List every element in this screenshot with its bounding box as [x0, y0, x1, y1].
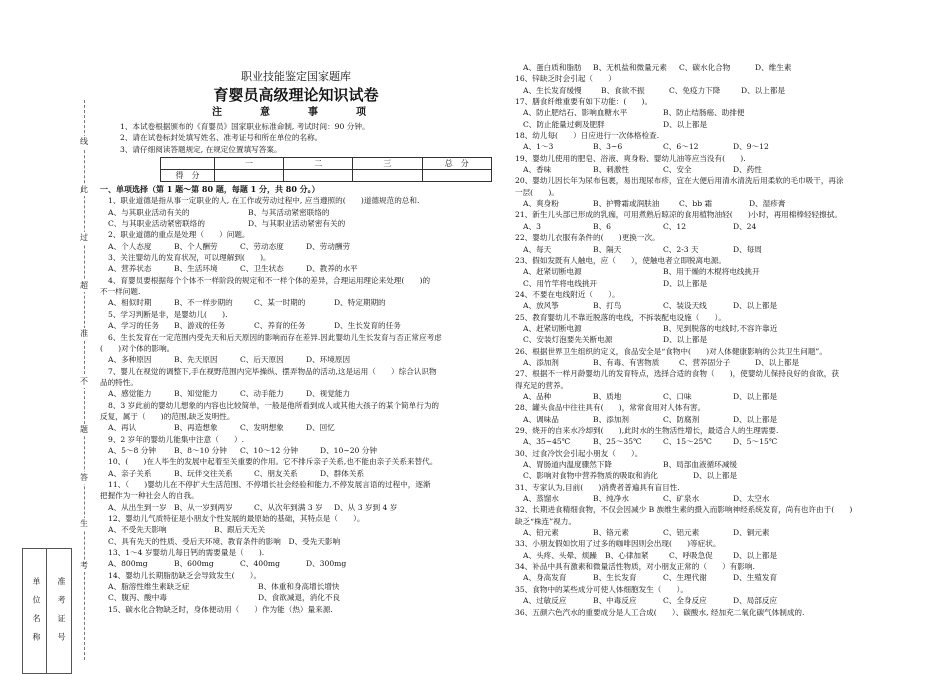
question-text: 把握作为一种社会人的自我。: [100, 491, 199, 501]
answer-option: C、防止能量过剩及肥胖: [523, 119, 605, 129]
question-text: 24、不要在电线附近（ ）。: [515, 289, 620, 299]
answer-options: [515, 357, 893, 368]
answer-option: A、多种原因: [108, 355, 152, 365]
answer-options: [515, 595, 893, 606]
answer-option: B、打鸟: [593, 301, 622, 311]
margin-char: 过: [74, 232, 94, 244]
instruction-line: 1、本试卷根据颁布的《育婴员》国家职业标准命制, 考试时间：90 分钟。: [120, 122, 370, 131]
right-question-list: [515, 62, 893, 618]
answer-option: D、24: [733, 221, 757, 231]
answer-option: B、中毒反应: [593, 596, 637, 606]
score-header-row: [161, 158, 492, 170]
answer-options: [100, 445, 492, 456]
question-text: 12、婴幼儿气质特征是小朋友个性发展的最原始的基础，其特点是（ ）。: [108, 514, 365, 523]
answer-options: [515, 164, 893, 175]
answer-option: C、营养固分子: [679, 357, 731, 367]
question-text: 14、婴幼儿长期脂肪缺乏会导致发生( ）。: [108, 570, 262, 580]
right-column: [515, 62, 893, 618]
answer-options: [515, 572, 893, 583]
left-column: [100, 70, 492, 615]
answer-option: C、安装灯泡要先关断电源: [523, 335, 613, 345]
answer-options: [515, 198, 893, 209]
answer-options: [100, 592, 492, 603]
answer-option: C、与其职业活动紧密联络的: [108, 219, 205, 229]
answer-option: D、湿疹膏: [749, 199, 786, 209]
question-text: 4、育婴员要根据每个个体不一样阶段的规定和不一样个体的差异，合理运用理论来处理( )的: [108, 275, 431, 285]
answer-options: [515, 323, 893, 334]
answer-option: A、蛋白质和脂肪: [523, 63, 582, 72]
question-text: 21、新生儿头部已形成的乳痂，可用煮熟后晾凉的食用植物油轻( )小时，再用棉棒轻轻擦拭。: [515, 210, 842, 220]
answer-option: A、与其职业活动有关的: [108, 207, 190, 217]
question-text: 31、专家认为,目前( )消费者普遍具有盲目性.: [515, 482, 680, 492]
answer-option: B、跟后天无关: [214, 525, 266, 535]
answer-options: [100, 241, 492, 252]
answer-option: A、胃肠道内温度骤然下降: [523, 460, 613, 470]
answer-option: A、蒸馏水: [523, 494, 559, 504]
margin-char: 不: [74, 376, 94, 388]
margin-char: 准: [74, 328, 94, 340]
answer-option: C、从次年到满 3 岁: [254, 502, 323, 512]
answer-option: A、再认: [108, 423, 137, 433]
answer-option: B、6: [593, 221, 612, 231]
margin-char: 超: [74, 280, 94, 292]
answer-options: [100, 468, 492, 479]
answer-option: C、安全: [663, 165, 692, 175]
answer-option: D、生长发育的任务: [334, 321, 401, 331]
answer-option: B、铬元素: [593, 528, 629, 538]
answer-option: A、添加剂: [523, 357, 559, 367]
instructions: [100, 121, 492, 155]
answer-option: C、某一时期的: [254, 298, 306, 308]
answer-option: D、5～15℃: [733, 437, 778, 447]
question-text: 23、假如发既有人触电，应（ ），使触电者立即脱离电源。: [515, 255, 726, 265]
answer-option: B、与其活动紧密联络的: [248, 207, 330, 217]
answer-option: C、用竹竿将电线挑开: [523, 278, 598, 288]
answer-option: D、以上都是: [663, 335, 708, 345]
answer-options: [515, 141, 893, 152]
answer-option: B、25～35℃: [593, 437, 642, 447]
answer-option: B、添加剂: [593, 414, 629, 424]
answer-options: [515, 391, 893, 402]
answer-option: C、生理代谢: [663, 573, 707, 583]
question-text: 8、3 岁此前的婴幼儿想象的内容也比较简单，一般是他所看到成人或其他大孩子的某个简单行为的: [108, 400, 440, 410]
answer-option: A、防止肥结石、影响血糖水平: [523, 108, 628, 118]
answer-option: C、劳动态度: [240, 241, 284, 251]
question-text: 6、生长发育在一定范围内受先天和后天原因的影响而存在差异.因此婴幼儿生长发育与否正常应考虑: [108, 332, 442, 342]
answer-options: [515, 414, 893, 425]
answer-options: [515, 527, 893, 538]
question-text: 1、职业道德是指从事一定职业的人, 在工作或劳动过程中, 应当遵照的( )道德规范的总和.: [108, 196, 420, 206]
question-text: 27、根据不一样月龄婴幼儿的发育特点，选择合适的食物（ )，使婴幼儿保持良好的食欲，获: [515, 369, 839, 379]
answer-option: D、以上都是: [733, 391, 778, 401]
answer-option: A、学习的任务: [108, 321, 160, 331]
answer-option: C、动手能力: [240, 389, 284, 399]
score-row-label: 得 分: [161, 170, 215, 182]
question-text: 33、小朋友假如饮用了过多的咖啡因则会出现( )等症状。: [515, 539, 721, 549]
answer-option: A、营养状态: [108, 264, 152, 274]
answer-option: B、局部血液循环减缓: [663, 460, 737, 470]
answer-option: A、每天: [523, 244, 552, 254]
question-text: 反复，属于（ )的范围,缺乏发明性。: [100, 411, 235, 421]
answer-options: [515, 221, 893, 232]
answer-option: B、8～10 分钟: [174, 445, 227, 455]
answer-options: [100, 558, 492, 569]
score-header-cell: 三: [353, 158, 422, 170]
answer-option: B、个人酬劳: [174, 241, 218, 251]
answer-option: C、bb 霜: [679, 199, 713, 209]
answer-option: C、铝元素: [663, 528, 700, 538]
answer-options: [515, 62, 893, 73]
answer-option: B、体重和身高增长增快: [258, 582, 340, 592]
question-text: 得充足的营养。: [515, 380, 569, 390]
answer-option: D、劳动酬劳: [306, 241, 351, 251]
answer-option: B、刺激性: [593, 165, 629, 175]
answer-option: C、养育的任务: [254, 321, 306, 331]
answer-option: D、维生素: [755, 63, 792, 72]
question-text: 7、婴儿在视觉的调整下,手在视野范围内完毕操纵、摆弄物品的活动,这是运用（ ）综合认识物: [108, 366, 437, 376]
answer-option: D、以上都是: [663, 119, 708, 129]
answer-option: C、呼吸急促: [669, 550, 713, 560]
answer-option: C、防腐剂: [663, 414, 700, 424]
answer-options: [515, 493, 893, 504]
answer-option: D、以上都是: [755, 357, 800, 367]
answer-option: A、个人态度: [108, 241, 152, 251]
answer-option: C、碳水化合物: [679, 63, 731, 72]
answer-option: C、免疫力下降: [669, 85, 721, 95]
question-text: 11、（ )婴幼儿在不停扩大生活范围、不停增长社会经验和能力,不停发展言语的过程中，逐渐: [108, 479, 431, 489]
answer-option: A、35~45℃: [523, 437, 571, 447]
answer-options: [100, 207, 492, 218]
score-cell[interactable]: [353, 170, 422, 182]
answer-options: [100, 581, 492, 592]
answer-option: B、隔天: [593, 244, 622, 254]
answer-option: A、品种: [523, 391, 552, 401]
score-cell[interactable]: [422, 170, 491, 182]
exam-id-label: 准 考 证 号: [57, 577, 66, 645]
answer-options: [515, 119, 893, 130]
answer-option: B、心律加紧: [605, 550, 649, 560]
answer-option: B、用干燥的木棍将电线挑开: [663, 267, 760, 277]
answer-option: C、400mg: [240, 559, 280, 569]
answer-option: B、玩伴交往关系: [174, 468, 233, 478]
answer-option: B、再造想象: [174, 423, 218, 433]
margin-char: 线: [74, 136, 94, 148]
answer-option: C、口味: [663, 391, 692, 401]
answer-option: C、矿泉水: [663, 494, 700, 504]
answer-option: D、视觉能力: [306, 389, 351, 399]
score-header-cell: 二: [284, 158, 353, 170]
margin-char: 考: [74, 560, 94, 572]
answer-option: B、质地: [593, 391, 622, 401]
question-text: 2、职业道德的重点是处理（ ）问题。: [108, 230, 250, 240]
answer-option: A、从出生到一岁: [108, 502, 167, 512]
answer-option: A、亲子关系: [108, 468, 152, 478]
section-title: 一、单项选择（第 1 题～第 80 题，每题 1 分，共 80 分。）: [100, 184, 320, 195]
margin-char: 答: [74, 472, 94, 484]
question-text: 18、幼儿每( ）日应进行一次体格检查.: [515, 131, 660, 141]
question-text: 36、五颜六色汽水的重要成分是人工合成( ）、碳酸水, 经加充二氧化碳气体制成的.: [515, 607, 805, 617]
answer-option: D、9～12: [733, 142, 769, 152]
answer-option: A、赶紧切断电源: [523, 323, 582, 333]
answer-option: A、3: [523, 221, 541, 231]
answer-options: [100, 354, 492, 365]
score-value-row: [161, 170, 492, 182]
answer-option: D、铜元素: [733, 528, 770, 538]
answer-options: [100, 218, 492, 229]
question-text: 13、1～4 岁婴幼儿每日钙的需要量是（ ).: [108, 548, 265, 558]
answer-option: D、10~20 分钟: [320, 445, 377, 455]
answer-option: B、3~6: [593, 142, 623, 152]
answer-options: [515, 470, 893, 481]
question-text: 缺乏“株连”视力。: [515, 516, 576, 526]
answer-option: C、发明想象: [240, 423, 284, 433]
answer-option: D、从 3 岁到 4 岁: [334, 502, 398, 512]
answer-option: A、5～8 分钟: [108, 445, 156, 455]
answer-option: A、相似时期: [108, 298, 152, 308]
question-text: C、具有先天的性质、受后天环境、教育条件的影响 D、受先天影响: [108, 536, 341, 546]
answer-option: D、以上都是: [693, 471, 738, 481]
question-text: 28、罐头食品中往往具有( )，常常食用对人体有害。: [515, 403, 706, 413]
exam-main-title: 育婴员高级理论知识试卷: [213, 86, 379, 104]
answer-option: B、游戏的任务: [174, 321, 226, 331]
answer-option: B、不一样步期的: [174, 298, 233, 308]
answer-option: A、1～3: [523, 142, 554, 152]
answer-option: B、食欲不振: [601, 85, 645, 95]
answer-option: A、香味: [523, 165, 552, 175]
answer-option: A、赶紧切断电源: [523, 267, 582, 277]
question-text: 品的特性。: [100, 377, 138, 387]
answer-option: B、600mg: [174, 559, 214, 569]
answer-option: C、腹泻、酸中毒: [108, 593, 167, 603]
answer-options: [100, 297, 492, 308]
score-header-cell: [161, 158, 215, 170]
answer-option: C、15～25℃: [663, 437, 712, 447]
question-text: 17、膳食纤维重要有如下功能：( )。: [515, 97, 653, 107]
answer-option: C、2-3 天: [663, 244, 699, 254]
answer-option: B、无机盐和微量元素: [593, 63, 667, 72]
margin-char: 题: [74, 424, 94, 436]
margin-char: 生: [74, 518, 94, 530]
question-text: 35、食物中的某些成分可使人体细胞发生（ ）。: [515, 584, 688, 594]
answer-options: [515, 266, 893, 277]
answer-options: [515, 334, 893, 345]
answer-option: C、6～12: [663, 142, 699, 152]
answer-options: [515, 278, 893, 289]
answer-option: B、有毒、有害物质: [593, 357, 660, 367]
instruction-line: 2、请在试卷标封处填写姓名、准考证号和所在单位的名称。: [120, 133, 323, 143]
answer-option: D、太空水: [733, 494, 770, 504]
answer-option: A、头疼、头晕、烦躁: [523, 550, 597, 560]
answer-option: A、感觉能力: [108, 389, 152, 399]
answer-option: B、护臀霜或润肤油: [593, 199, 660, 209]
answer-option: D、环境原因: [306, 355, 351, 365]
answer-option: D、食欲减退，消化不良: [258, 593, 341, 603]
question-text: 26、根据世界卫生组织的定义，食品安全是“食物中( )对人体健康影响的公共卫生问题”。: [515, 346, 827, 356]
answer-option: A、过敏反应: [523, 596, 567, 606]
question-text: 一层( )。: [515, 187, 559, 197]
score-cell[interactable]: [284, 170, 353, 182]
answer-option: C、影响对食物中营养物质的吸取和消化: [523, 471, 658, 481]
instruction-line: 3、请仔细阅读答题规定, 在规定位置填写答案。: [120, 144, 282, 154]
answer-option: D、局部反应: [733, 596, 778, 606]
answer-option: C、卫生状态: [240, 264, 284, 274]
score-header-cell: 一: [214, 158, 283, 170]
question-text: 25、教育婴幼儿不靠近脱落的电线，不拆装配电设施（ ）。: [515, 312, 726, 322]
answer-option: C、朋友关系: [254, 468, 298, 478]
exam-bank-title: 职业技能鉴定国家题库: [241, 70, 351, 83]
answer-options: [100, 422, 492, 433]
answer-option: D、以上都是: [663, 278, 708, 288]
question-text: 34、补品中具有激素和微量活性物质，对小朋友正常的（ ）有影响.: [515, 562, 755, 572]
answer-options: [100, 502, 492, 513]
answer-option: A、调味品: [523, 414, 559, 424]
answer-option: C、全身反应: [663, 596, 707, 606]
question-text: ( )对个体的影响。: [100, 343, 175, 353]
answer-option: B、先天原因: [174, 355, 218, 365]
answer-option: A、爽身粉: [523, 199, 559, 209]
answer-option: A、800mg: [108, 559, 148, 569]
answer-option: B、从一岁到两岁: [174, 502, 233, 512]
answer-option: D、以上都是: [733, 550, 778, 560]
answer-option: D、以上都是: [733, 414, 778, 424]
candidate-info-box: [22, 548, 72, 674]
left-question-list: [100, 195, 492, 615]
question-text: 30、过食冷饮会引起小朋友（ ）。: [515, 448, 643, 458]
answer-options: [515, 459, 893, 470]
answer-option: B、见到脱落的电线时,不容许靠近: [663, 323, 778, 333]
box-divider: [46, 549, 47, 673]
question-text: 10、( )在人毕生的发展中起着至关重要的作用。它不排斥亲子关系,也不能由亲子关系来替代。: [108, 457, 438, 467]
unit-name-label: 单 位 名 称: [32, 577, 41, 645]
answer-option: D、药性: [733, 165, 762, 175]
answer-option: D、群体关系: [320, 468, 365, 478]
notice-heading: 注 意 事 项: [212, 107, 380, 118]
answer-option: B、防止结肠癌、助排便: [663, 108, 745, 118]
question-text: 15、碳水化合物缺乏时，身体便动用（ ）作为能（热）量来源.: [108, 604, 333, 614]
answer-options: [515, 85, 893, 96]
answer-option: A、脂溶性维生素缺乏症: [108, 582, 190, 592]
answer-option: D、与其职业活动紧密有关的: [248, 219, 346, 229]
answer-option: D、特定期期的: [334, 298, 386, 308]
answer-option: A、放风筝: [523, 301, 559, 311]
score-cell[interactable]: [214, 170, 283, 182]
answer-option: D、生殖发育: [733, 573, 778, 583]
question-text: 9、2 岁年的婴幼儿能集中注意（ ）.: [108, 434, 244, 444]
question-text: 32、长期进食精细食物，不仅会因减少 B 族维生素的摄入而影响神经系统发育，尚有也许由于( ): [515, 505, 853, 515]
answer-option: A、不受先天影响: [108, 525, 167, 535]
answer-options: [515, 550, 893, 561]
answer-option: C、后天原因: [240, 355, 284, 365]
answer-options: [100, 524, 492, 535]
answer-options: [515, 107, 893, 118]
answer-options: [100, 320, 492, 331]
question-text: 5、学习判断是非，是婴幼儿( ).: [108, 309, 228, 319]
question-text: 29、烧开的自来水冷却到( ),此时水的生物活性增长，最适合人的生理需要.: [515, 426, 779, 435]
question-text: 16、锌缺乏时会引起（ ）: [515, 74, 616, 84]
answer-options: [515, 436, 893, 447]
margin-char: 此: [74, 184, 94, 196]
answer-option: B、纯净水: [593, 494, 629, 504]
answer-option: D、300mg: [306, 559, 347, 569]
answer-options: [515, 300, 893, 311]
answer-option: B、生活环境: [174, 264, 218, 274]
answer-option: C、10～12 分钟: [240, 445, 298, 455]
question-text: 不一样问题.: [100, 287, 141, 297]
question-text: 3、关注婴幼儿的发育状况，可以理解到( )。: [108, 253, 271, 263]
answer-options: [100, 388, 492, 399]
answer-option: D、以上都是: [733, 301, 778, 311]
answer-option: A、铅元素: [523, 528, 559, 538]
answer-option: D、每周: [733, 244, 762, 254]
answer-option: C、装设天线: [663, 301, 707, 311]
answer-option: D、回忆: [306, 423, 335, 433]
question-text: 20、婴幼儿因长年为尿布包裹，易出现尿布疹，宜在大便后用清水清洗后用柔软的毛巾吸干，再涂: [515, 176, 844, 186]
answer-option: B、生长发育: [593, 573, 637, 583]
answer-option: C、12: [663, 221, 687, 231]
answer-option: A、身高发育: [523, 573, 567, 583]
answer-option: B、知觉能力: [174, 389, 218, 399]
answer-options: [515, 244, 893, 255]
answer-options: [100, 263, 492, 274]
question-text: 19、婴幼儿使用的肥皂、浴液、爽身粉、婴幼儿油等应当没有( ).: [515, 153, 746, 163]
answer-option: D、以上都是: [741, 85, 786, 95]
answer-option: A、生长发育缓慢: [523, 85, 582, 95]
score-header-cell: 总 分: [422, 158, 491, 170]
answer-option: D、教养的水平: [306, 264, 358, 274]
question-text: 22、婴幼儿衣服有条件的( )更换一次。: [515, 233, 660, 243]
score-table: [160, 157, 492, 182]
